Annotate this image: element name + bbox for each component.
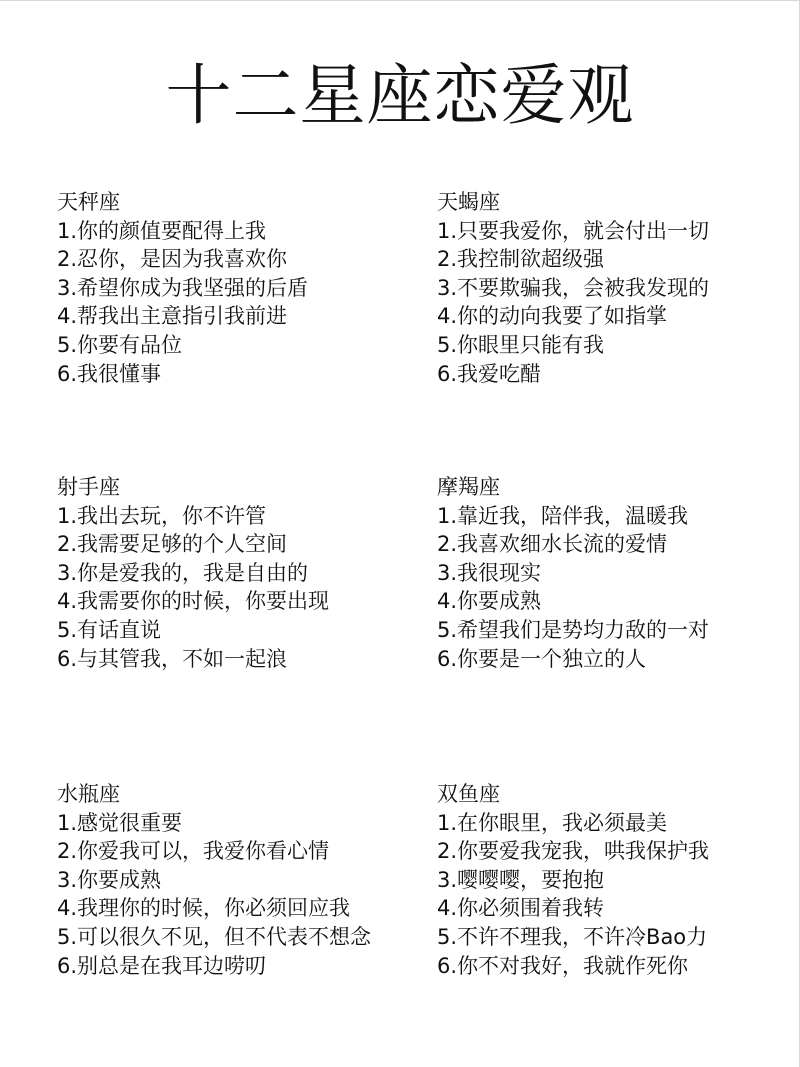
list-item: 1.感觉很重要	[57, 810, 183, 835]
list-item: 6.你要是一个独立的人	[437, 646, 647, 671]
section-aquarius	[57, 780, 417, 980]
section-sagittarius	[57, 473, 417, 673]
item-list	[57, 809, 417, 981]
section-title: 摩羯座	[437, 475, 500, 499]
list-item: 3.你是爱我的，我是自由的	[57, 560, 309, 585]
section-title: 射手座	[57, 475, 120, 499]
section-scorpio	[437, 188, 797, 388]
list-item: 5.可以很久不见，但不代表不想念	[57, 924, 372, 949]
list-item: 1.在你眼里，我必须最美	[437, 810, 668, 835]
section-pisces	[437, 780, 797, 980]
section-title: 天蝎座	[437, 190, 500, 214]
list-item: 5.希望我们是势均力敌的一对	[437, 617, 710, 642]
list-item: 4.帮我出主意指引我前进	[57, 304, 288, 329]
list-item: 3.不要欺骗我，会被我发现的	[437, 275, 710, 300]
list-item: 6.你不对我好，我就作死你	[437, 953, 689, 978]
list-item: 4.你必须围着我转	[437, 896, 605, 921]
list-item: 1.你的颜值要配得上我	[57, 218, 267, 243]
list-item: 2.我需要足够的个人空间	[57, 532, 288, 557]
item-list	[437, 809, 797, 981]
section-libra	[57, 188, 417, 388]
list-item: 1.靠近我，陪伴我，温暖我	[437, 503, 689, 528]
item-list	[57, 217, 417, 389]
list-item: 3.我很现实	[437, 560, 542, 585]
page-title: 十二星座恋爱观	[165, 57, 635, 134]
list-item: 3.希望你成为我坚强的后盾	[57, 275, 309, 300]
list-item: 4.你要成熟	[437, 589, 542, 614]
list-item: 5.有话直说	[57, 617, 162, 642]
list-item: 2.我喜欢细水长流的爱情	[437, 532, 668, 557]
list-item: 3.你要成熟	[57, 867, 162, 892]
list-item: 1.我出去玩，你不许管	[57, 503, 267, 528]
list-item: 1.只要我爱你，就会付出一切	[437, 218, 710, 243]
list-item: 5.不许不理我，不许冷Bao力	[437, 924, 708, 949]
section-capricorn	[437, 473, 797, 673]
list-item: 6.别总是在我耳边唠叨	[57, 953, 267, 978]
section-title: 天秤座	[57, 190, 120, 214]
list-item: 6.与其管我，不如一起浪	[57, 646, 288, 671]
list-item: 2.我控制欲超级强	[437, 247, 605, 272]
list-item: 2.忍你，是因为我喜欢你	[57, 247, 288, 272]
list-item: 5.你眼里只能有我	[437, 332, 605, 357]
section-title: 双鱼座	[437, 782, 500, 806]
list-item: 3.嘤嘤嘤，要抱抱	[437, 867, 605, 892]
list-item: 4.我理你的时候，你必须回应我	[57, 896, 351, 921]
item-list	[57, 502, 417, 674]
list-item: 5.你要有品位	[57, 332, 183, 357]
top-border	[0, 0, 800, 1]
item-list	[437, 502, 797, 674]
item-list	[437, 217, 797, 389]
list-item: 6.我爱吃醋	[437, 361, 542, 386]
section-title: 水瓶座	[57, 782, 120, 806]
list-item: 2.你爱我可以，我爱你看心情	[57, 839, 330, 864]
list-item: 2.你要爱我宠我，哄我保护我	[437, 839, 710, 864]
list-item: 6.我很懂事	[57, 361, 162, 386]
list-item: 4.你的动向我要了如指掌	[437, 304, 668, 329]
list-item: 4.我需要你的时候，你要出现	[57, 589, 330, 614]
